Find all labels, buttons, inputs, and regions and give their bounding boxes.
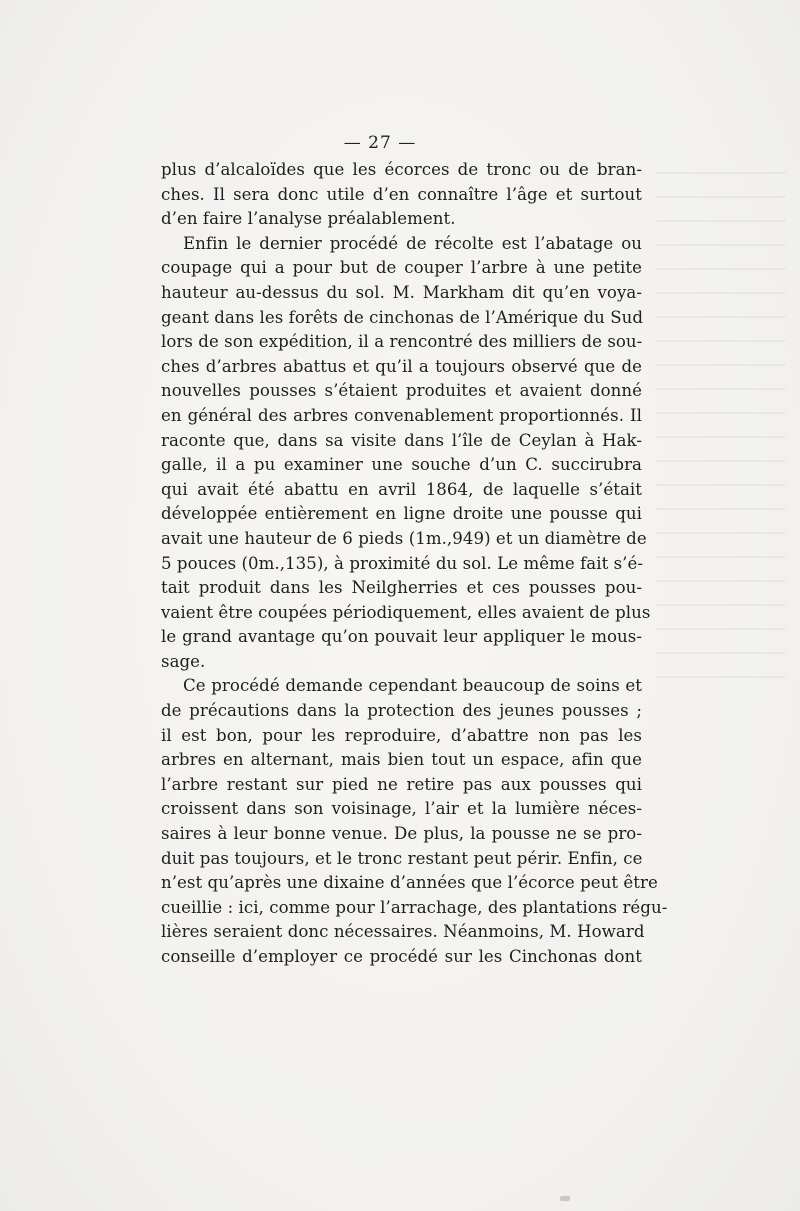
text-line: en général des arbres convenablement proportionnés. Il	[161, 405, 642, 425]
text-line: cueillie : ici, comme pour l’arrachage, des plantations régu-	[161, 897, 668, 917]
text-line: Enfin le dernier procédé de récolte est l’abatage ou	[183, 233, 642, 253]
text-line: galle, il a pu examiner une souche d’un C. succirubra	[161, 455, 642, 475]
text-line: hauteur au-dessus du sol. M. Markham dit qu’en voya-	[161, 282, 642, 302]
text-line: duit pas toujours, et le tronc restant peut périr. Enfin, ce	[161, 848, 643, 868]
text-line: tait produit dans les Neilgherries et ces pousses pou-	[161, 578, 642, 598]
text-line: avait une hauteur de 6 pieds (1m.,949) et un diamètre de	[161, 528, 647, 548]
paper-speck	[560, 1196, 570, 1201]
text-line: n’est qu’après une dixaine d’années que l’écorce peut être	[161, 873, 658, 893]
text-line: vaient être coupées périodiquement, elles avaient de plus	[161, 602, 651, 622]
body-text	[161, 158, 668, 970]
text-line: ches. Il sera donc utile d’en connaître l’âge et surtout	[161, 184, 642, 204]
show-through-text	[656, 160, 786, 680]
text-line: croissent dans son voisinage, l’air et la lumière néces-	[161, 799, 642, 819]
text-line: développée entièrement en ligne droite une pousse qui	[161, 504, 642, 524]
text-line: qui avait été abattu en avril 1864, de laquelle s’était	[161, 479, 642, 499]
text-line: sage.	[161, 651, 206, 671]
page-number: — 27 —	[343, 133, 417, 153]
text-line: lors de son expédition, il a rencontré des milliers de sou-	[161, 332, 643, 352]
text-line: lières seraient donc nécessaires. Néanmoins, M. Howard	[161, 922, 645, 942]
text-line: nouvelles pousses s’étaient produites et avaient donné	[161, 381, 642, 401]
text-line: conseille d’employer ce procédé sur les Cinchonas dont	[161, 947, 642, 966]
text-line: le grand avantage qu’on pouvait leur appliquer le mous-	[161, 627, 642, 647]
text-line: coupage qui a pour but de couper l’arbre à une petite	[161, 258, 642, 278]
text-line: raconte que, dans sa visite dans l’île de Ceylan à Hak-	[161, 430, 642, 450]
text-line: l’arbre restant sur pied ne retire pas aux pousses qui	[161, 774, 642, 794]
text-line: saires à leur bonne venue. De plus, la pousse ne se pro-	[161, 824, 642, 844]
text-line: plus d’alcaloïdes que les écorces de tronc ou de bran-	[161, 160, 642, 179]
text-line: geant dans les forêts de cinchonas de l’Amérique du Sud	[161, 307, 644, 327]
text-line: arbres en alternant, mais bien tout un espace, afin que	[161, 750, 642, 770]
text-line: Ce procédé demande cependant beaucoup de soins et	[183, 676, 642, 696]
text-line: de précautions dans la protection des jeunes pousses ;	[161, 701, 642, 721]
text-line: d’en faire l’analyse préalablement.	[161, 209, 456, 229]
text-line: ches d’arbres abattus et qu’il a toujours observé que de	[161, 356, 642, 376]
text-line: il est bon, pour les reproduire, d’abattre non pas les	[161, 725, 642, 745]
text-line: 5 pouces (0m.,135), à proximité du sol. Le même fait s’é-	[161, 553, 644, 573]
